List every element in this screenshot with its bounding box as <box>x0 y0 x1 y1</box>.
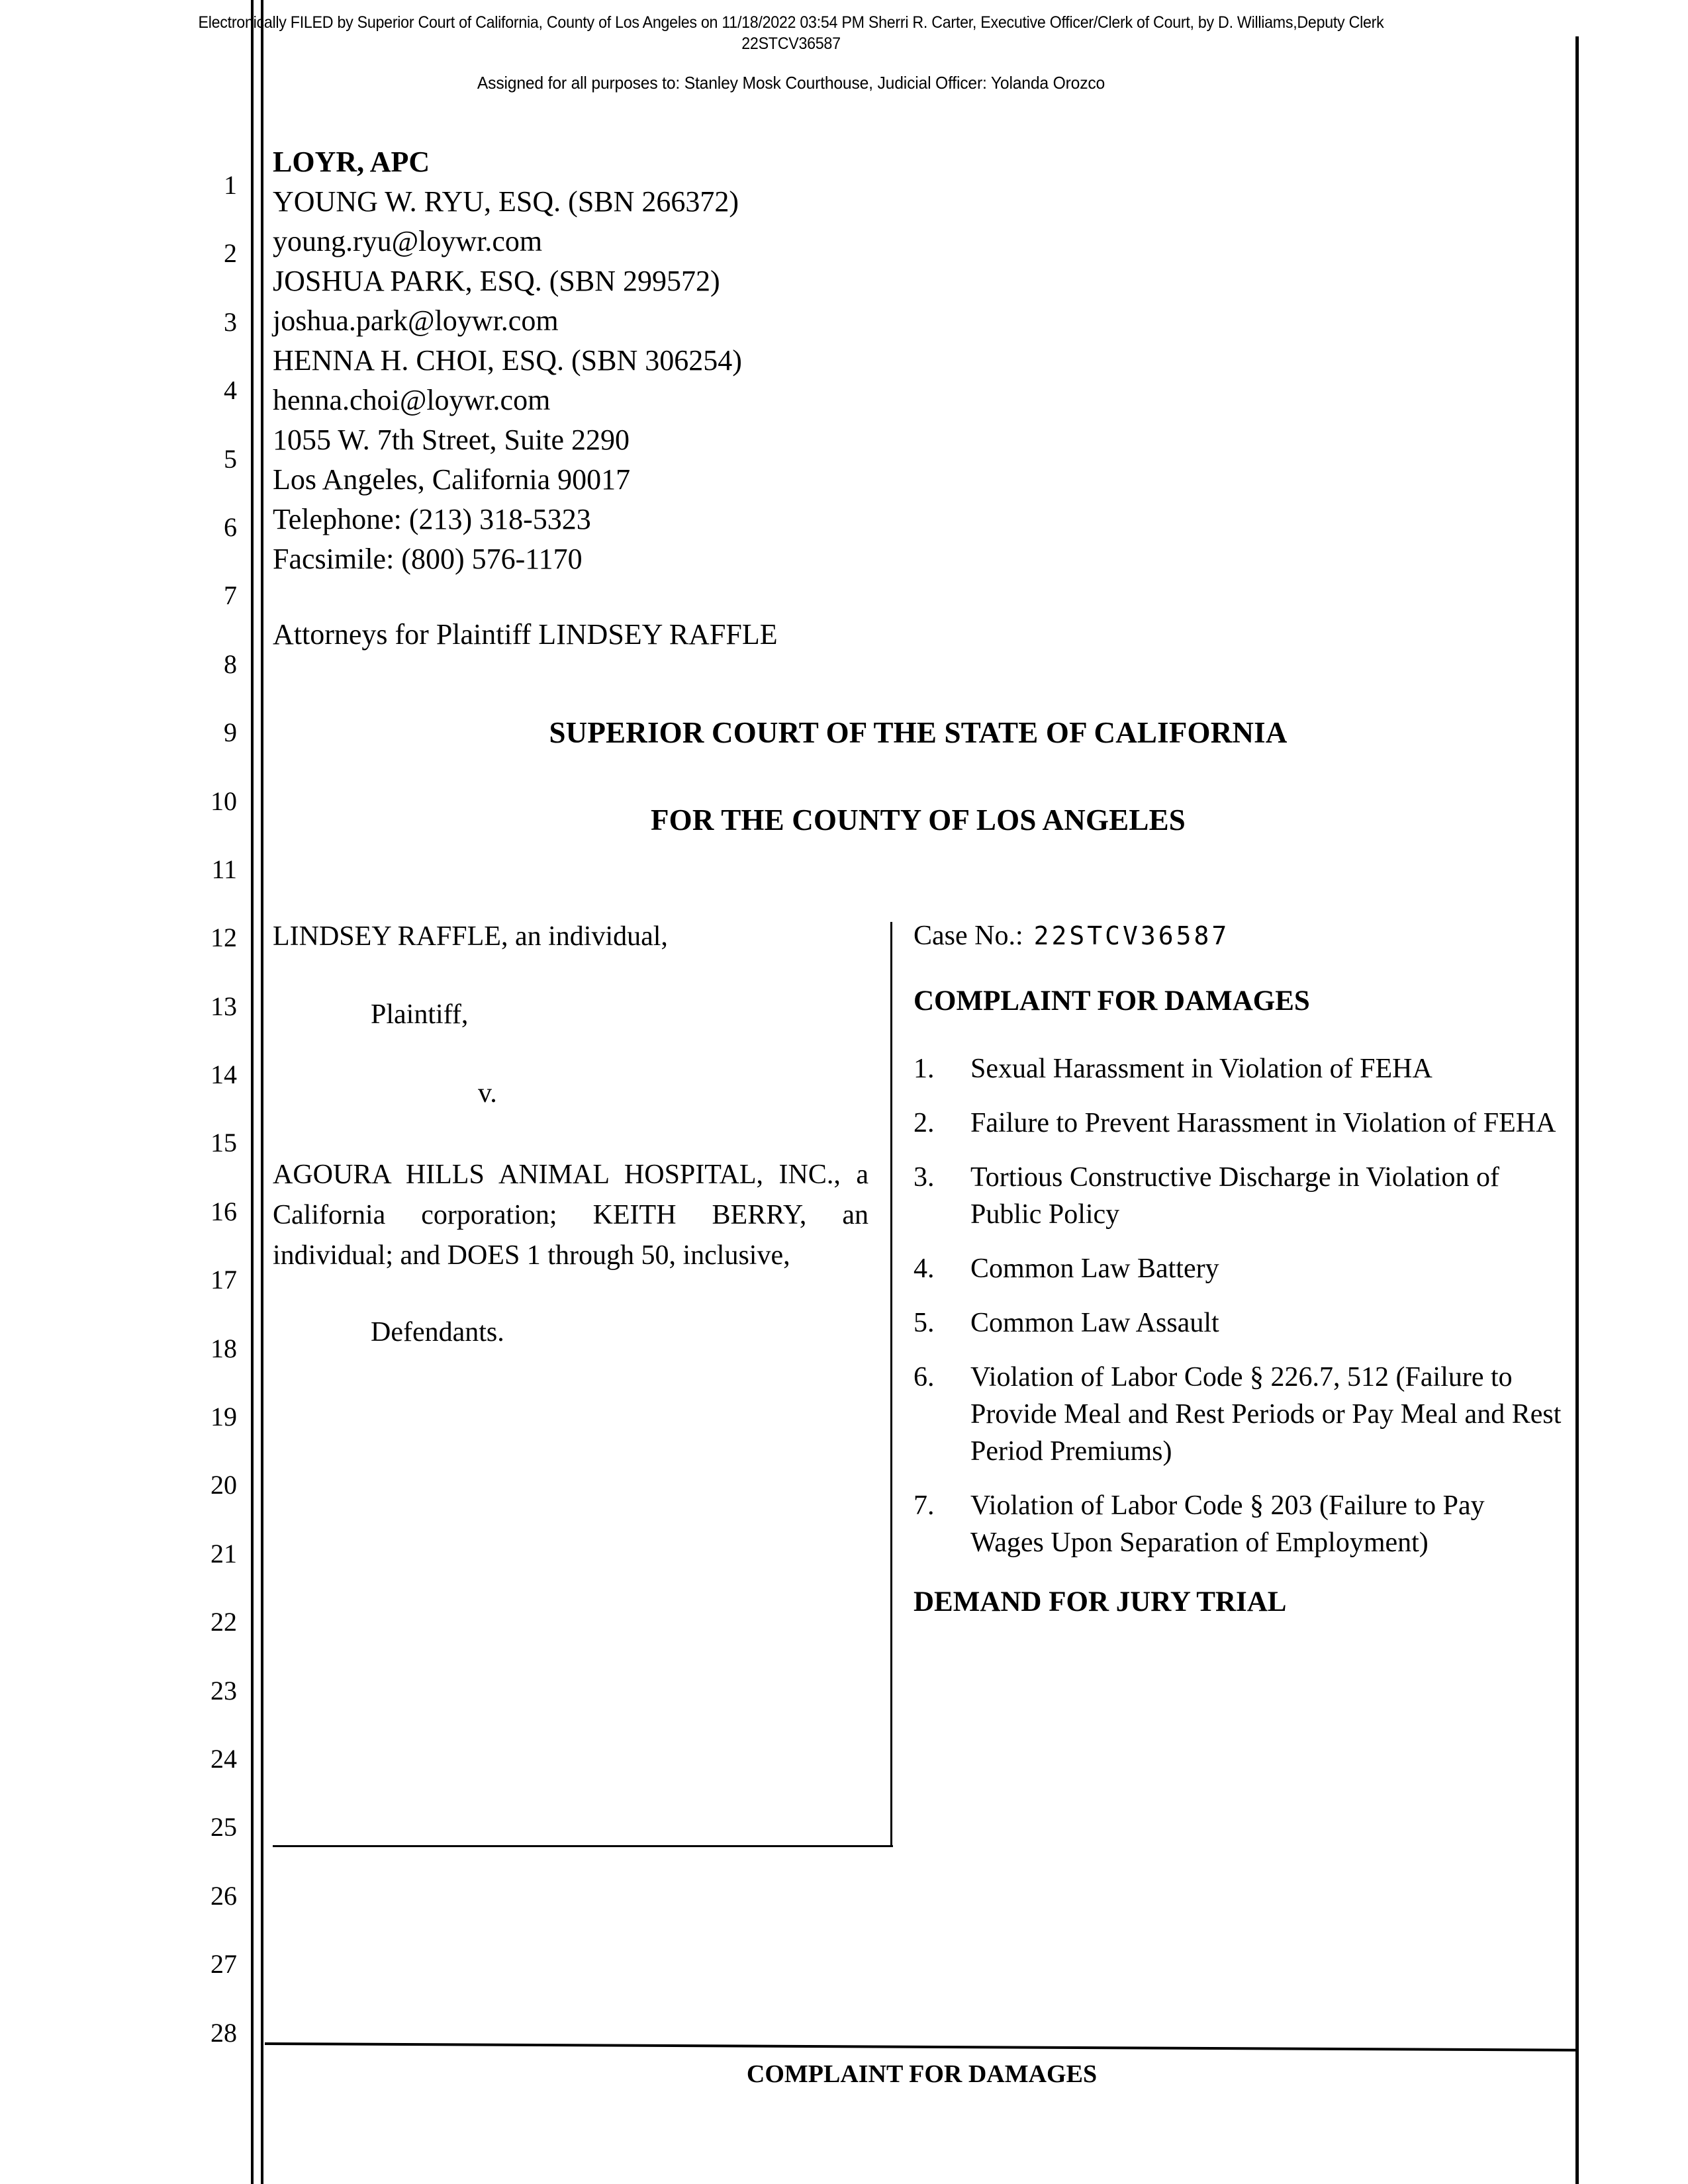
line-number: 20 <box>211 1470 237 1500</box>
jury-demand-title: DEMAND FOR JURY TRIAL <box>914 1586 1287 1617</box>
cause-of-action-text: Tortious Constructive Discharge in Violation of Public Policy <box>970 1162 1500 1230</box>
plaintiff-role-label: Plaintiff, <box>371 999 469 1030</box>
document-body <box>273 142 1564 837</box>
right-margin-rule <box>1575 36 1579 2184</box>
case-number-value: 22STCV36587 <box>1033 921 1230 950</box>
line-number: 11 <box>211 854 237 884</box>
line-number: 18 <box>211 1333 237 1363</box>
court-title-line-2: FOR THE COUNTY OF LOS ANGELES <box>650 803 1186 837</box>
caption-box <box>273 917 1570 1850</box>
attorney-info-line: Facsimile: (800) 576-1170 <box>273 543 583 575</box>
cause-of-action-text: Violation of Labor Code § 226.7, 512 (Failure to Provide Meal and Rest Periods or Pay Meal and Rest Period Premiums) <box>970 1362 1562 1467</box>
versus-label: v. <box>478 1078 497 1109</box>
left-margin-rule-inner <box>261 0 263 2184</box>
cause-of-action-item <box>914 1050 1562 1087</box>
cause-of-action-text: Failure to Prevent Harassment in Violation of FEHA <box>970 1108 1556 1138</box>
attorney-info-line: henna.choi@loywr.com <box>273 384 551 416</box>
cause-of-action-number: 2. <box>914 1108 935 1138</box>
line-number: 5 <box>224 443 237 474</box>
line-number: 22 <box>211 1607 237 1637</box>
attorney-info-line: young.ryu@loywr.com <box>273 225 543 257</box>
cause-of-action-text: Common Law Battery <box>970 1253 1219 1284</box>
law-firm-name: LOYR, APC <box>273 146 430 178</box>
line-number: 12 <box>211 923 237 953</box>
attorney-info-line: joshua.park@loywr.com <box>273 304 559 337</box>
footer-title: COMPLAINT FOR DAMAGES <box>746 2060 1098 2088</box>
line-number: 27 <box>211 1949 237 1979</box>
cause-of-action-text: Common Law Assault <box>970 1308 1219 1338</box>
attorney-info-line: Telephone: (213) 318-5323 <box>273 503 591 535</box>
defendant-role-label: Defendants. <box>371 1317 504 1347</box>
line-number: 4 <box>224 375 237 406</box>
line-number: 9 <box>224 717 237 748</box>
attorney-info-line: JOSHUA PARK, ESQ. (SBN 299572) <box>273 265 720 297</box>
caption-parties-column <box>273 917 868 1353</box>
footer-rule <box>265 2042 1579 2052</box>
line-number: 7 <box>224 580 237 611</box>
cause-of-action-number: 7. <box>914 1490 935 1521</box>
line-number: 15 <box>211 1128 237 1158</box>
line-number: 6 <box>224 512 237 542</box>
line-number: 8 <box>224 649 237 679</box>
line-number: 3 <box>224 306 237 337</box>
cause-of-action-text: Sexual Harassment in Violation of FEHA <box>970 1054 1432 1084</box>
court-title-line-1: SUPERIOR COURT OF THE STATE OF CALIFORNIA <box>549 716 1288 749</box>
efiling-stamp-line: Electronically FILED by Superior Court of California, County of Los Angeles on 11/18/2022 03:54 PM Sherri R. Carter, Executive Officer/Clerk of Court, by D. Williams,Deputy Clerk <box>198 13 1384 32</box>
line-number: 21 <box>211 1538 237 1569</box>
case-number-row <box>914 917 1562 955</box>
caption-bottom-rule <box>273 1845 893 1847</box>
attorney-info-line: HENNA H. CHOI, ESQ. (SBN 306254) <box>273 344 742 377</box>
cause-of-action-item <box>914 1105 1562 1142</box>
caption-title-column <box>914 917 1562 1621</box>
line-number: 19 <box>211 1402 237 1432</box>
line-number: 17 <box>211 1265 237 1295</box>
line-number: 2 <box>224 238 237 269</box>
line-number: 28 <box>211 2017 237 2048</box>
line-number: 26 <box>211 1880 237 1911</box>
line-number: 23 <box>211 1675 237 1706</box>
line-number: 25 <box>211 1812 237 1843</box>
attorney-info-line: YOUNG W. RYU, ESQ. (SBN 266372) <box>273 185 739 218</box>
document-title: COMPLAINT FOR DAMAGES <box>914 985 1310 1017</box>
attorney-contact-block <box>273 182 1564 579</box>
case-number-label: Case No.: <box>914 921 1023 951</box>
cause-of-action-item <box>914 1159 1562 1233</box>
cause-of-action-number: 4. <box>914 1253 935 1284</box>
cause-of-action-item <box>914 1359 1562 1470</box>
line-number-column <box>165 151 237 2067</box>
line-number: 1 <box>224 170 237 200</box>
attorney-info-line: 1055 W. 7th Street, Suite 2290 <box>273 424 630 456</box>
cause-of-action-number: 5. <box>914 1308 935 1338</box>
cause-of-action-number: 6. <box>914 1362 935 1392</box>
causes-of-action-list <box>914 1050 1562 1561</box>
cause-of-action-text: Violation of Labor Code § 203 (Failure to Pay Wages Upon Separation of Employment) <box>970 1490 1485 1558</box>
assigned-courthouse-line: Assigned for all purposes to: Stanley Mosk Courthouse, Judicial Officer: Yolanda Orozco <box>477 73 1105 93</box>
line-number: 13 <box>211 991 237 1021</box>
cause-of-action-item <box>914 1487 1562 1561</box>
line-number: 14 <box>211 1060 237 1090</box>
cause-of-action-number: 1. <box>914 1054 935 1084</box>
defendant-names: AGOURA HILLS ANIMAL HOSPITAL, INC., a California corporation; KEITH BERRY, an individual; and DOES 1 through 50, inclusive, <box>273 1160 868 1271</box>
line-number: 24 <box>211 1743 237 1774</box>
left-margin-rule-outer <box>251 0 254 2184</box>
attorneys-for-line: Attorneys for Plaintiff LINDSEY RAFFLE <box>273 618 778 651</box>
attorney-info-line: Los Angeles, California 90017 <box>273 463 631 496</box>
cause-of-action-number: 3. <box>914 1162 935 1193</box>
line-number: 16 <box>211 1196 237 1226</box>
cause-of-action-item <box>914 1250 1562 1287</box>
line-number: 10 <box>211 786 237 816</box>
caption-vertical-divider <box>890 922 892 1845</box>
efiling-stamp-case-number: 22STCV36587 <box>741 34 841 53</box>
cause-of-action-item <box>914 1304 1562 1342</box>
plaintiff-name: LINDSEY RAFFLE, an individual, <box>273 921 668 952</box>
